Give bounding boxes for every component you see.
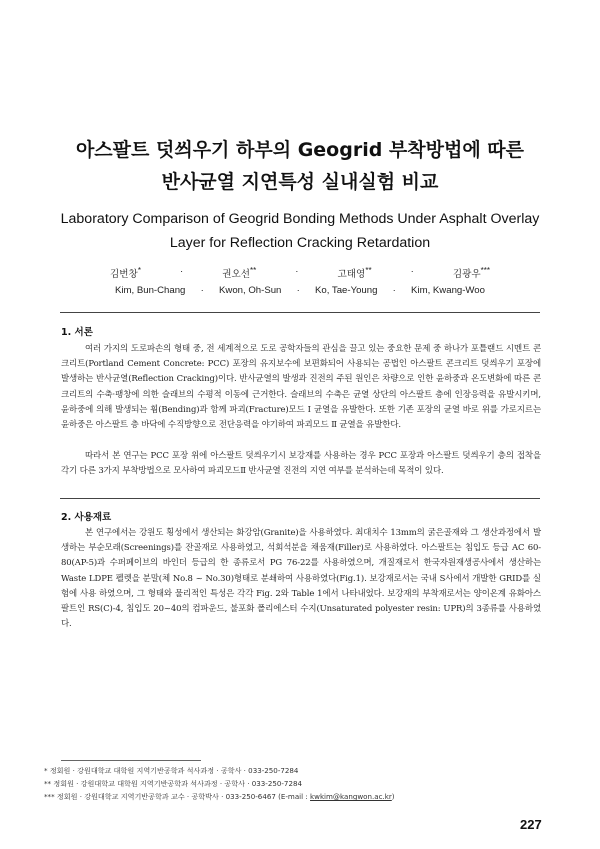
author-en: Kim, Kwang-Woo [411,285,485,296]
title-korean-line-2: 반사균열 지연특성 실내실험 비교 [161,171,439,193]
author-separator: · [200,285,204,296]
email-link[interactable]: kwkim@kangwon.ac.kr [310,792,392,801]
author-separator: · [295,266,299,277]
authors-korean [110,266,490,280]
footnote: ** 정회원 · 강원대학교 대학원 지역기반공학과 석사과정 · 공학사 · 033-250-7284 [44,779,302,788]
authors-english [115,285,485,296]
paragraph: 본 연구에서는 강원도 횡성에서 생산되는 화강암(Granite)을 사용하였다. 최대치수 13mm의 굵은골재와 그 생산과정에서 발생하는 부순모래(Screenings)를 잔골재로 사용하였고, 석회석분을 채움재(Filler)로 사용하였다. 아스팔트는 침입도 등급 AC 60-80(AP-5)과 수퍼페이브의 바인더 등급의 한 종류로서 PG 76-22를 사용하였으며, 개질재로서 한국자원재생공사에서 생산하는 Waste LDPE 펠렛을 분말(체 No.8 ~ No.30)형태로 분쇄하여 사용하였다(Fig.1). 보강재로서는 국내 S사에서 개발한 GRID를 실험에 사용 하였으며, 그 형태와 물리적인 특성은 각각 Fig. 2와 Table 1에서 나타내었다. 보강재의 부착재로서는 양이온계 유화아스팔트인 RS(C)-4, 침입도 20~40의 컴파운드, 불포화 폴리에스터 수지(Unsaturated polyester resin: UPR)의 3종류를 사용하였다. [61,527,541,629]
paragraph: 여러 가지의 도로파손의 형태 중, 전 세계적으로 도로 공학자들의 관심을 끌고 있는 중요한 문제 중 하나가 포틀랜드 시멘트 콘크리트(Portland Cement Concrete: PCC) 포장의 유지보수에 보편화되어 사용되는 공법인 아스팔트 콘크리트 덧씌우기 포장에 발생하는 반사균열(Reflection Cracking)이다. 반사균열의 발생과 진전의 주된 원인은 차량으로 인한 윤하중과 온도변화에 따른 콘크리트의 수축·팽창에 의한 슬래브의 수평적 이동에 근거한다. 슬래브의 수축은 균열 상단의 아스팔트 층에 인장응력을 유발시키며, 윤하중에 의해 발생되는 휨(Bending)과 함께 파괴(Fracture)모드 Ⅰ 균열을 유발한다. 또한 기존 포장의 균열 바로 위를 가로지르는 윤하중은 아스팔트 층 바닥에 수직방향으로 전단응력을 야기하여 파괴모드 Ⅱ 균열을 유발한다. [61,343,541,430]
section-divider [60,498,540,499]
author-ko: 김번창* [110,266,141,281]
author-en: Kwon, Oh-Sun [219,285,282,296]
author-en: Kim, Bun-Chang [115,285,186,296]
paragraph: 따라서 본 연구는 PCC 포장 위에 아스팔트 덧씌우기시 보강재를 사용하는 경우 PCC 포장과 아스팔트 덧씌우기 층의 접착을 각기 다른 3가지 부착방법으로 모사하여 파괴모드Ⅱ 반사균열 진전의 지연 여부를 분석하는데 목적이 있다. [61,450,541,476]
author-separator: · [296,285,300,296]
author-separator: · [410,266,414,277]
author-separator: · [179,266,184,277]
author-separator: · [392,285,396,296]
section-heading: 1. 서론 [61,327,93,338]
footnote: * 정회원 · 강원대학교 대학원 지역기반공학과 석사과정 · 공학사 · 033-250-7284 [44,766,299,775]
page-number: 227 [520,817,542,832]
title-korean-line-1: 아스팔트 덧씌우기 하부의 Geogrid 부착방법에 따른 [75,139,525,161]
author-ko: 권오선** [222,266,257,281]
author-ko: 고태영** [337,266,372,281]
author-ko: 김광우*** [452,266,490,281]
header-divider [60,312,540,313]
title-english-line-1: Laboratory Comparison of Geogrid Bonding Methods Under Asphalt Overlay [60,211,540,227]
section-heading: 2. 사용재료 [61,512,112,523]
footnote-divider [61,760,201,761]
author-en: Ko, Tae-Young [315,285,378,296]
footnote: *** 정회원 · 강원대학교 지역기반공학과 교수 · 공학박사 · 033-250-6467 (E-mail : kwkim@kangwon.ac.kr) [44,792,395,801]
title-english-line-2: Layer for Reflection Cracking Retardation [169,235,431,251]
